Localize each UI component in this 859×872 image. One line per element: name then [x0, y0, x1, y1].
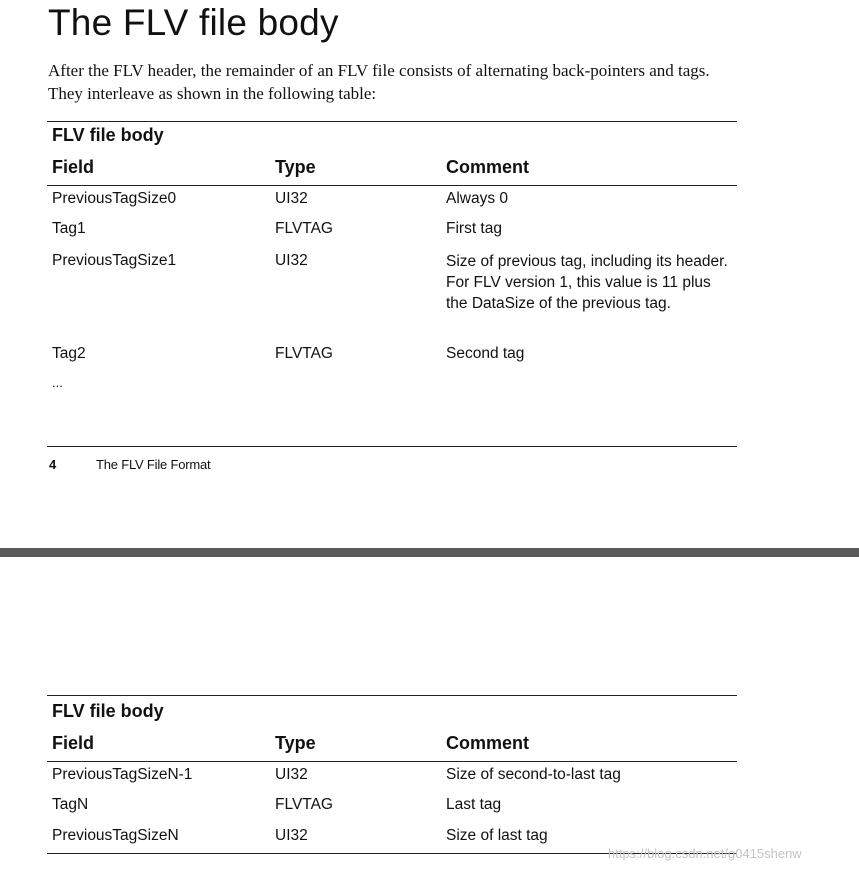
- table-title: FLV file body: [52, 701, 164, 721]
- footer-page-number: 4: [49, 457, 57, 472]
- header-rule: [47, 761, 737, 762]
- table-row-comment: Size of previous tag, including its header. For FLV version 1, this value is 11 plus the DataSize of the previous tag.: [446, 253, 728, 312]
- table-row-type: UI32: [275, 827, 308, 844]
- table-title: FLV file body: [52, 125, 164, 145]
- table-row-comment: Size of second-to-last tag: [446, 766, 621, 783]
- column-header-type: Type: [275, 733, 316, 753]
- column-header-comment: Comment: [446, 733, 530, 753]
- table-row-comment: Second tag: [446, 345, 525, 362]
- table-row-type: FLVTAG: [275, 220, 333, 237]
- column-header-field: Field: [52, 157, 95, 177]
- column-header-type: Type: [275, 157, 316, 177]
- table-row-comment: Always 0: [446, 190, 509, 207]
- column-header-comment: Comment: [446, 157, 530, 177]
- table-row-comment: Last tag: [446, 796, 502, 813]
- page-break: [0, 548, 859, 557]
- table-row-type: FLVTAG: [275, 796, 333, 813]
- table-row-field: PreviousTagSizeN: [52, 827, 179, 844]
- table-top-rule: [47, 121, 737, 122]
- table-row-comment: First tag: [446, 220, 502, 237]
- table-row-field: Tag2: [52, 345, 86, 362]
- table-row-type: FLVTAG: [275, 345, 333, 362]
- table-row-field: ...: [52, 375, 63, 390]
- table-row-field: Tag1: [52, 220, 86, 237]
- header-rule: [47, 185, 737, 186]
- intro-paragraph: After the FLV header, the remainder of an FLV file consists of alternating back-pointers and tags. They interleave as shown in the following table:: [48, 61, 710, 103]
- table-row-field: PreviousTagSize0: [52, 190, 177, 207]
- page-title: The FLV file body: [48, 2, 339, 43]
- table-row-type: UI32: [275, 766, 308, 783]
- watermark: https://blog.csdn.net/g0415shenw: [608, 846, 802, 861]
- footer-title: The FLV File Format: [96, 457, 211, 472]
- table-bottom-rule: [47, 446, 737, 447]
- table-top-rule: [47, 695, 737, 696]
- table-row-field: TagN: [52, 796, 89, 813]
- table-row-type: UI32: [275, 190, 308, 207]
- table-row-type: UI32: [275, 252, 308, 269]
- table-row-field: PreviousTagSizeN-1: [52, 766, 193, 783]
- table-row-field: PreviousTagSize1: [52, 252, 177, 269]
- table-row-comment: Size of last tag: [446, 827, 548, 844]
- column-header-field: Field: [52, 733, 95, 753]
